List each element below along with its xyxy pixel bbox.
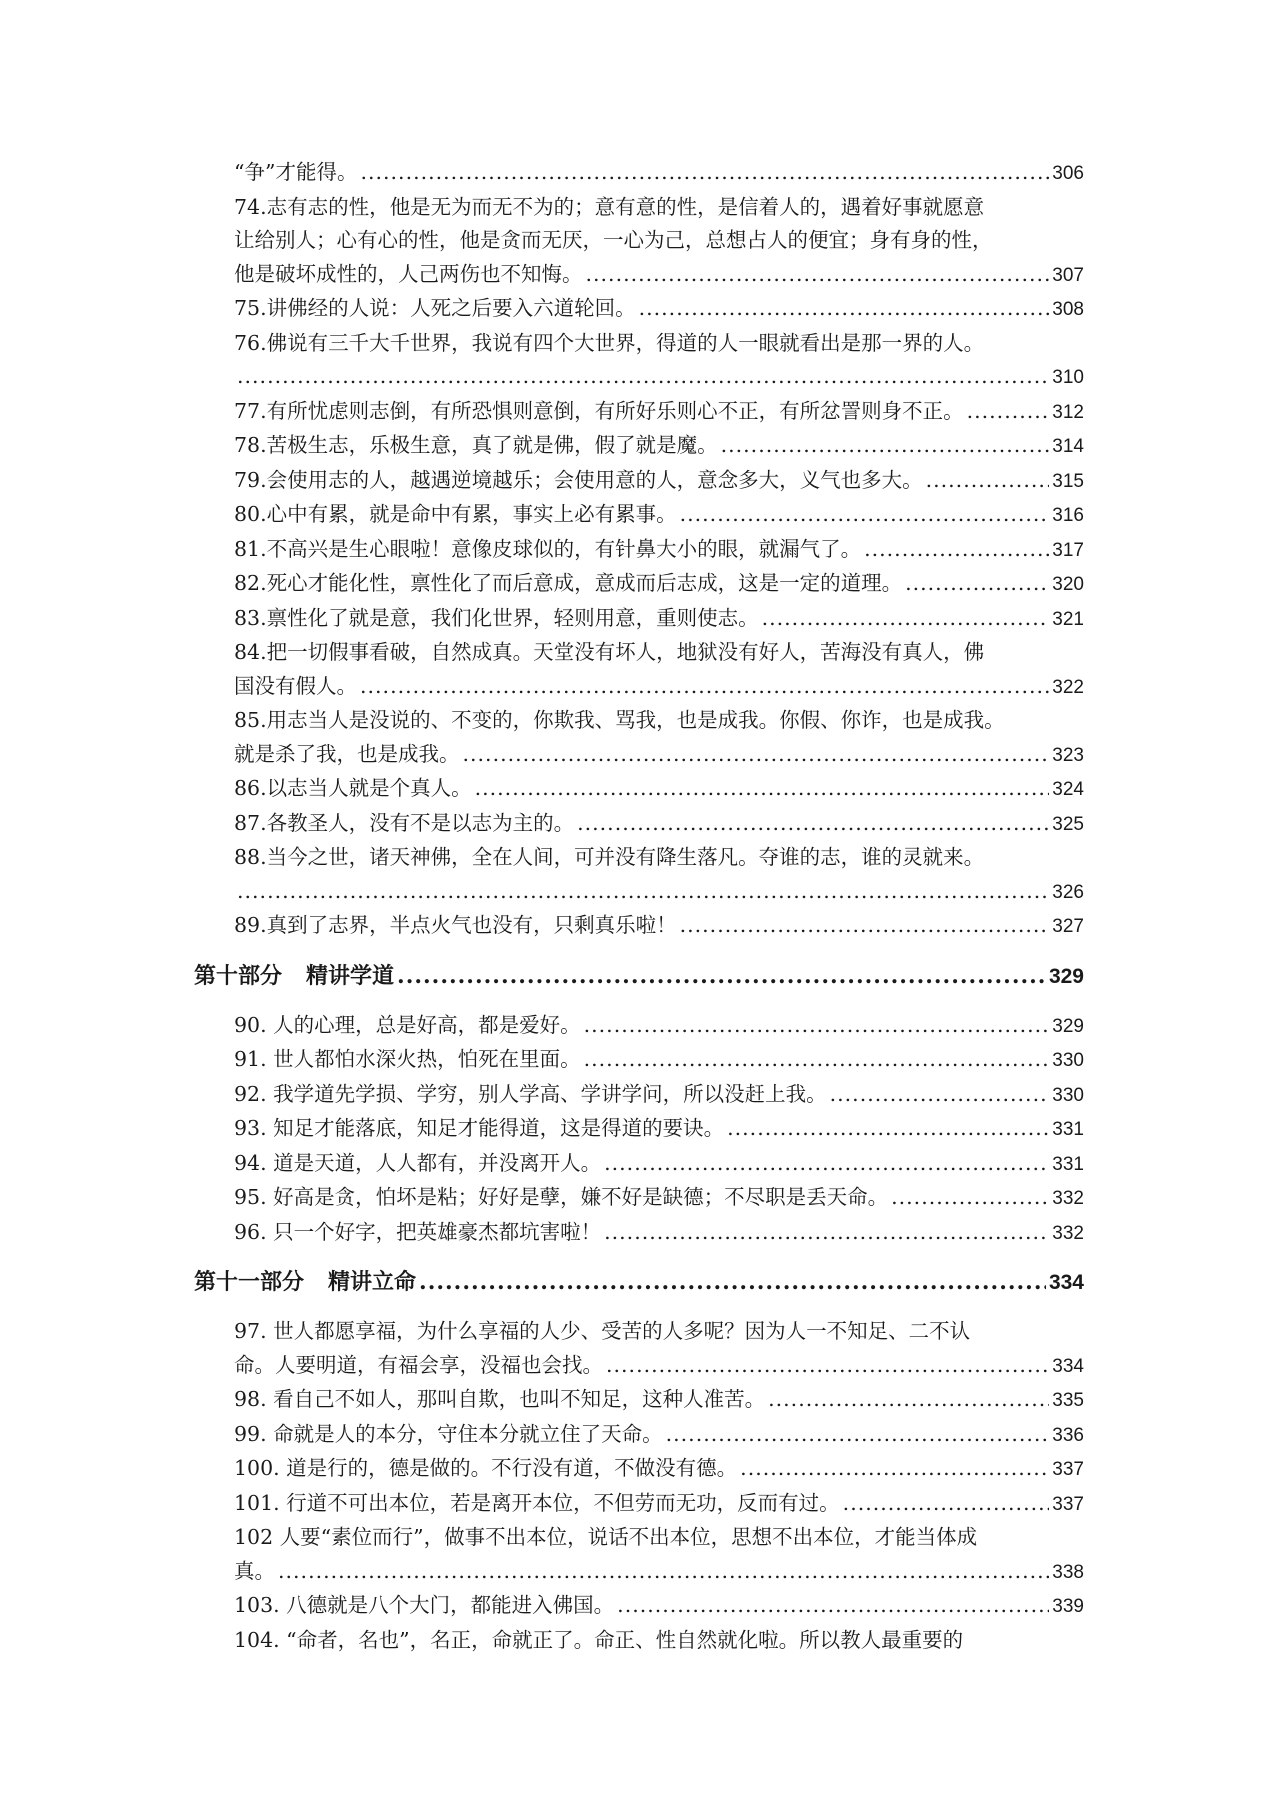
dot-leader: [830, 1078, 1050, 1112]
dot-leader: [680, 498, 1050, 532]
page-number: 330: [1052, 1050, 1084, 1071]
toc-entry[interactable]: [234, 1487, 1084, 1522]
page-number: 310: [1052, 367, 1084, 388]
toc-entry-text-line: 76.佛说有三千大千世界，我说有四个大世界，得道的人一眼就看出是那一界的人。: [234, 330, 985, 355]
page-number: 315: [1052, 470, 1084, 492]
toc-entry-text: 82.死心才能化性，禀性化了而后意成，意成而后志成，这是一定的道理。: [234, 571, 903, 595]
dot-leader: [762, 602, 1050, 636]
dot-leader: [360, 156, 1049, 190]
dot-leader: [721, 429, 1050, 463]
page-number: 317: [1052, 539, 1084, 561]
toc-section-10[interactable]: [194, 958, 1084, 995]
page-number: 334: [1048, 1271, 1084, 1294]
toc-entry-text-line: 84.把一切假事看破，自然成真。天堂没有坏人，地狱没有好人，苦海没有真人，佛: [234, 640, 985, 664]
toc-section-11[interactable]: [194, 1264, 1084, 1301]
toc-entry-text-line: 97. 世人都愿享福，为什么享福的人少、受苦的人多呢？因为人一不知足、二不认: [234, 1319, 971, 1343]
dot-leader: [639, 292, 1050, 326]
toc-entry[interactable]: [234, 498, 1084, 533]
toc-entry[interactable]: [234, 395, 1084, 430]
page-number: 324: [1052, 779, 1084, 800]
toc-entry[interactable]: [234, 841, 1084, 909]
page-number: 322: [1052, 676, 1084, 698]
page-number: 331: [1052, 1119, 1084, 1140]
toc-entry[interactable]: [234, 1521, 1084, 1589]
toc-entry-text: 95. 好高是贪，怕坏是粘；好好是孽，嫌不好是缺德；不尽职是丢天命。: [234, 1185, 889, 1209]
page-number: 330: [1052, 1084, 1084, 1106]
page-number: 306: [1052, 163, 1084, 184]
section-title: 精讲学道: [306, 962, 395, 989]
toc-entry-text: 80.心中有累，就是命中有累，事实上必有累事。: [234, 502, 677, 526]
dot-leader: [606, 1349, 1049, 1383]
dot-leader: [463, 738, 1050, 772]
dot-leader: [278, 1555, 1049, 1589]
toc-entry[interactable]: [234, 429, 1084, 464]
page-number: 332: [1052, 1188, 1084, 1209]
toc-entry-text: 103. 八德就是八个大门，都能进入佛国。: [234, 1593, 615, 1617]
section-label: 第十一部分: [194, 1269, 305, 1295]
toc-entry[interactable]: [234, 772, 1084, 807]
dot-leader: [475, 772, 1050, 806]
dot-leader: [604, 1147, 1049, 1181]
dot-leader: [617, 1589, 1049, 1623]
dot-leader: [727, 1112, 1049, 1146]
dot-leader: [864, 533, 1049, 567]
toc-entry[interactable]: [234, 464, 1084, 499]
toc-entry-text: 100. 道是行的，德是做的。不行没有道，不做没有德。: [234, 1456, 738, 1480]
page-number: 327: [1052, 916, 1084, 937]
toc-entry[interactable]: [234, 1418, 1084, 1453]
toc-entry[interactable]: [234, 704, 1084, 772]
toc-entry[interactable]: [234, 1589, 1084, 1624]
toc-entry[interactable]: [234, 1452, 1084, 1487]
dot-leader: [577, 807, 1049, 841]
toc-entry-text: 命。人要明道，有福会享，没福也会找。: [234, 1352, 603, 1377]
toc-entry-text: 83.禀性化了就是意，我们化世界，轻则用意，重则使志。: [234, 605, 759, 630]
page-number: 332: [1052, 1222, 1084, 1244]
dot-leader: [891, 1181, 1049, 1215]
dot-leader: [237, 360, 1049, 394]
toc-entry-text: 他是破坏成性的，人己两伤也不知悔。: [234, 261, 583, 286]
dot-leader: [584, 1009, 1050, 1043]
dot-leader: [604, 1216, 1049, 1250]
page-number: 338: [1052, 1561, 1084, 1583]
toc-entry-text-line: 88.当今之世，诸天神佛，全在人间，可并没有降生落凡。夺谁的志，谁的灵就来。: [234, 845, 985, 869]
page-number: 320: [1052, 574, 1084, 595]
toc-entry[interactable]: [234, 1043, 1084, 1078]
dot-leader: [419, 1264, 1046, 1300]
dot-leader: [843, 1487, 1050, 1521]
page-number: 326: [1052, 881, 1084, 903]
toc-entry[interactable]: [234, 1315, 1084, 1383]
page-number: 312: [1052, 401, 1084, 423]
toc-entry[interactable]: [234, 1383, 1084, 1418]
toc-group-part-9: [194, 156, 1084, 944]
toc-entry-text-line: 85.用志当人是没说的、不变的，你欺我、骂我，也是成我。你假、你诈，也是成我。: [234, 708, 1005, 732]
toc-entry-text: 国没有假人。: [234, 673, 357, 698]
page-number: 334: [1052, 1355, 1084, 1377]
toc-entry[interactable]: [234, 602, 1084, 637]
toc-entry[interactable]: [234, 1147, 1084, 1182]
toc-entry-text: 104. “命者，名也”，名正，命就正了。命正、性自然就化啦。所以教人最重要的: [234, 1627, 964, 1652]
page-number: 329: [1048, 964, 1084, 988]
toc-entry-text: 86.以志当人就是个真人。: [234, 776, 472, 800]
page-number: 307: [1052, 264, 1084, 286]
toc-entry[interactable]: [234, 1112, 1084, 1147]
page-number: 323: [1052, 744, 1084, 766]
page-number: 325: [1052, 813, 1084, 835]
dot-leader: [360, 670, 1049, 704]
dot-leader: [740, 1452, 1049, 1486]
toc-entry-text: 99. 命就是人的本分，守住本分就立住了天命。: [234, 1421, 663, 1446]
toc-entry-text: 87.各教圣人，没有不是以志为主的。: [234, 810, 575, 835]
dot-leader: [967, 395, 1050, 429]
page-number: 314: [1052, 436, 1084, 457]
toc-entry-text: 92. 我学道先学损、学穷，别人学高、学讲学问，所以没赶上我。: [234, 1081, 827, 1106]
toc-entry-text: 98. 看自己不如人，那叫自欺，也叫不知足，这种人准苦。: [234, 1387, 766, 1411]
dot-leader: [586, 258, 1050, 292]
dot-leader: [680, 909, 1050, 943]
section-title: 精讲立命: [328, 1269, 417, 1295]
toc-entry-text: 94. 道是天道，人人都有，并没离开人。: [234, 1150, 602, 1175]
section-label: 第十部分: [194, 962, 283, 989]
page-number: 331: [1052, 1153, 1084, 1175]
page-number: 321: [1052, 608, 1084, 630]
page-number: 339: [1052, 1596, 1084, 1617]
toc-entry-tail[interactable]: [234, 1624, 1084, 1658]
toc-entry-text: 96. 只一个好字，把英雄豪杰都坑害啦！: [234, 1219, 602, 1244]
dot-leader: [666, 1418, 1050, 1452]
page-number: 336: [1052, 1424, 1084, 1446]
toc-entry[interactable]: [234, 909, 1084, 944]
toc-entry-text: 81.不高兴是生心眼啦！意像皮球似的，有针鼻大小的眼，就漏气了。: [234, 536, 862, 561]
toc-entry[interactable]: [234, 1009, 1084, 1044]
toc-entry-text: 就是杀了我，也是成我。: [234, 741, 460, 766]
toc-entry[interactable]: [234, 533, 1084, 568]
toc-entry-text: 77.有所忧虑则志倒，有所恐惧则意倒，有所好乐则心不正，有所忿詈则身不正。: [234, 398, 964, 423]
table-of-contents: [194, 156, 1084, 1657]
toc-entry-text-line: 让给别人；心有心的性，他是贪而无厌，一心为己，总想占人的便宜；身有身的性，: [234, 228, 993, 252]
toc-entry[interactable]: [234, 807, 1084, 842]
toc-entry-text: 真。: [234, 1558, 275, 1583]
toc-entry-text: 75.讲佛经的人说：人死之后要入六道轮回。: [234, 296, 636, 320]
toc-entry-text: 90. 人的心理，总是好高，都是爱好。: [234, 1012, 581, 1037]
toc-entry-text: 79.会使用志的人，越遇逆境越乐；会使用意的人，意念多大，义气也多大。: [234, 467, 923, 492]
toc-entry[interactable]: [234, 292, 1084, 327]
page-number: 329: [1052, 1015, 1084, 1037]
dot-leader: [926, 464, 1050, 498]
page-number: 308: [1052, 299, 1084, 320]
toc-group-part-11: [194, 1315, 1084, 1624]
toc-group-part-10: [194, 1009, 1084, 1251]
toc-entry[interactable]: [234, 1078, 1084, 1113]
toc-entry[interactable]: [234, 636, 1084, 704]
dot-leader: [584, 1043, 1050, 1077]
page-number: 335: [1052, 1390, 1084, 1411]
toc-entry[interactable]: [234, 156, 1084, 191]
page-number: 337: [1052, 1493, 1084, 1515]
toc-entry[interactable]: [234, 1216, 1084, 1251]
toc-entry[interactable]: [234, 567, 1084, 602]
toc-entry-text: 78.苦极生志，乐极生意，真了就是佛，假了就是魔。: [234, 433, 718, 457]
toc-entry[interactable]: [234, 1181, 1084, 1216]
page-number: 337: [1052, 1459, 1084, 1480]
toc-entry-text: 91. 世人都怕水深火热，怕死在里面。: [234, 1047, 581, 1071]
dot-leader: [905, 567, 1049, 601]
dot-leader: [397, 958, 1046, 994]
toc-entry[interactable]: [234, 327, 1084, 395]
toc-entry-text: 93. 知足才能落底，知足才能得道，这是得道的要诀。: [234, 1116, 725, 1140]
dot-leader: [768, 1383, 1049, 1417]
toc-entry-text: 89.真到了志界，半点火气也没有，只剩真乐啦！: [234, 913, 677, 937]
toc-entry[interactable]: [234, 191, 1084, 293]
toc-entry-text-line: 74.志有志的性，他是无为而无不为的；意有意的性，是信着人的，遇着好事就愿意: [234, 194, 985, 219]
toc-entry-text: “争”才能得。: [234, 160, 358, 184]
page-number: 316: [1052, 505, 1084, 526]
toc-entry-text: 101. 行道不可出本位，若是离开本位，不但劳而无功，反而有过。: [234, 1490, 840, 1515]
dot-leader: [237, 875, 1049, 909]
toc-entry-text-line: 102 人要“素位而行”，做事不出本位，说话不出本位，思想不出本位，才能当体成: [234, 1525, 978, 1549]
